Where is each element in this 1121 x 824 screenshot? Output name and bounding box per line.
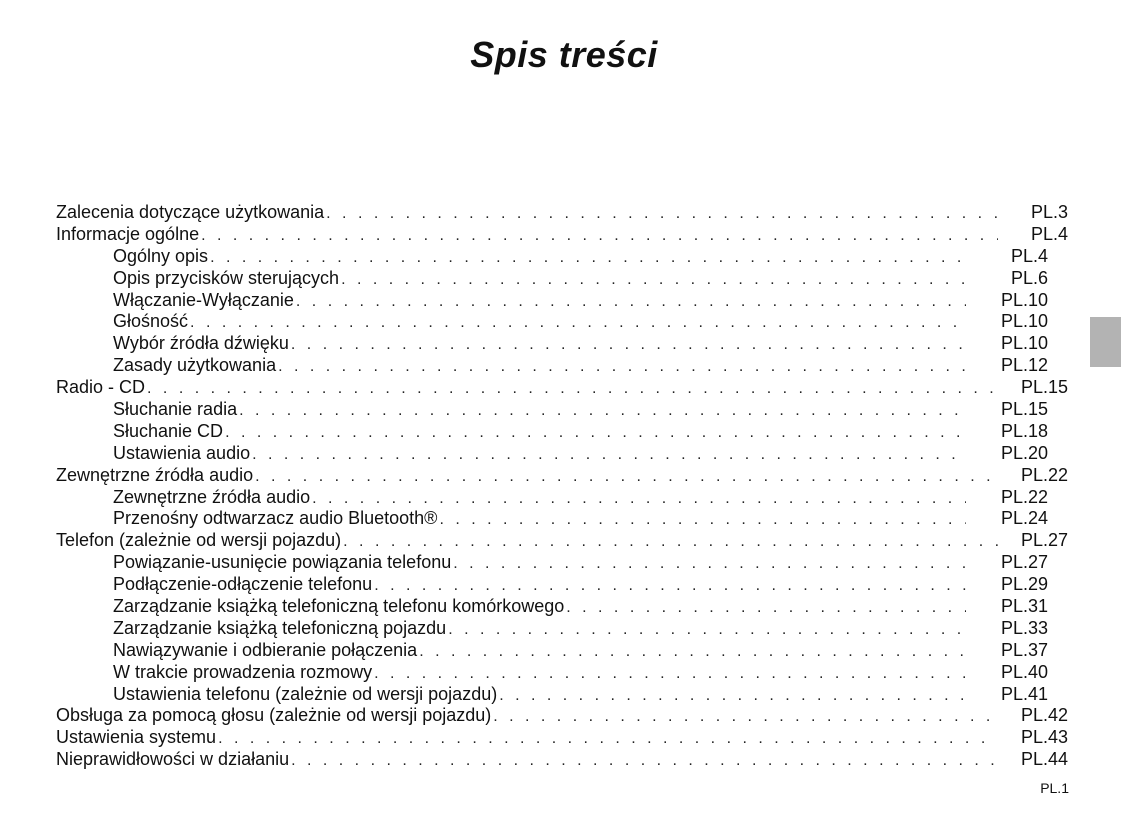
side-tab-marker [1090, 317, 1121, 367]
page-title: Spis treści [470, 34, 658, 76]
toc-dot-leader [255, 466, 998, 488]
toc-entry-page: PL.40 [1000, 661, 1048, 682]
toc-entry-page: PL.31 [1000, 596, 1048, 617]
toc-entry[interactable] [56, 268, 1068, 290]
toc-entry-page: PL.44 [1020, 749, 1068, 770]
toc-dot-leader [201, 225, 998, 247]
toc-dot-leader [190, 312, 966, 334]
toc-entry[interactable] [56, 640, 1068, 662]
toc-entry-label: Zewnętrzne źródła audio [56, 464, 254, 485]
toc-entry[interactable] [56, 399, 1068, 421]
toc-entry[interactable] [56, 705, 1068, 727]
toc-entry-label: Zasady użytkowania [113, 355, 277, 376]
toc-entry-page: PL.33 [1000, 617, 1048, 638]
toc-entry[interactable] [56, 290, 1068, 312]
toc-entry-page: PL.24 [1000, 508, 1048, 529]
toc-entry-page: PL.41 [1000, 683, 1048, 704]
toc-dot-leader [448, 619, 966, 641]
toc-entry-page: PL.12 [1000, 355, 1048, 376]
toc-entry-page: PL.42 [1020, 705, 1068, 726]
toc-entry-label: Głośność [113, 311, 189, 332]
toc-entry-label: Radio - CD [56, 377, 146, 398]
toc-entry-label: Nieprawidłowości w działaniu [56, 749, 290, 770]
table-of-contents [56, 202, 1068, 771]
toc-entry[interactable] [56, 443, 1068, 465]
toc-entry[interactable] [56, 311, 1068, 333]
toc-entry[interactable] [56, 508, 1068, 530]
toc-entry-label: Zarządzanie książką telefoniczną pojazdu [113, 617, 447, 638]
toc-entry[interactable] [56, 662, 1068, 684]
toc-entry[interactable] [56, 727, 1068, 749]
toc-entry-label: Wybór źródła dźwięku [113, 333, 289, 354]
toc-entry[interactable] [56, 246, 1068, 268]
toc-entry-page: PL.37 [1000, 639, 1048, 660]
toc-entry[interactable] [56, 618, 1068, 640]
toc-entry-page: PL.18 [1000, 420, 1048, 441]
toc-entry-label: Przenośny odtwarzacz audio Bluetooth® [113, 508, 438, 529]
toc-entry[interactable] [56, 333, 1068, 355]
toc-dot-leader [374, 663, 966, 685]
toc-entry-page: PL.27 [1000, 552, 1048, 573]
toc-entry-label: Telefon (zależnie od wersji pojazdu) [56, 530, 342, 551]
toc-dot-leader [453, 553, 966, 575]
toc-dot-leader [252, 444, 966, 466]
toc-dot-leader [499, 685, 966, 707]
toc-entry-page: PL.6 [1010, 267, 1048, 288]
toc-dot-leader [291, 334, 966, 356]
toc-entry-label: Zewnętrzne źródła audio [113, 486, 311, 507]
toc-entry-page: PL.22 [1020, 464, 1068, 485]
toc-entry-label: Ogólny opis [113, 245, 209, 266]
toc-entry-label: Ustawienia systemu [56, 727, 217, 748]
toc-entry-page: PL.20 [1000, 442, 1048, 463]
toc-entry[interactable] [56, 421, 1068, 443]
toc-entry-label: Obsługa za pomocą głosu (zależnie od wersji pojazdu) [56, 705, 492, 726]
toc-dot-leader [210, 247, 966, 269]
toc-dot-leader [326, 203, 998, 225]
toc-entry-page: PL.4 [1010, 245, 1048, 266]
toc-dot-leader [374, 575, 966, 597]
toc-entry[interactable] [56, 530, 1068, 552]
toc-dot-leader [291, 750, 998, 772]
toc-dot-leader [312, 488, 966, 510]
toc-dot-leader [419, 641, 966, 663]
toc-entry[interactable] [56, 574, 1068, 596]
toc-entry-page: PL.10 [1000, 289, 1048, 310]
toc-entry-page: PL.27 [1020, 530, 1068, 551]
toc-entry[interactable] [56, 749, 1068, 771]
toc-dot-leader [343, 531, 998, 553]
toc-entry-label: Nawiązywanie i odbieranie połączenia [113, 639, 418, 660]
toc-dot-leader [439, 509, 966, 531]
toc-dot-leader [341, 269, 966, 291]
toc-entry-label: Słuchanie radia [113, 399, 238, 420]
toc-entry-page: PL.43 [1020, 727, 1068, 748]
toc-entry-label: Zarządzanie książką telefoniczną telefonu komórkowego [113, 596, 565, 617]
toc-dot-leader [296, 291, 966, 313]
toc-dot-leader [225, 422, 966, 444]
page-number: PL.1 [1040, 780, 1069, 796]
toc-entry-page: PL.22 [1000, 486, 1048, 507]
toc-entry-page: PL.15 [1000, 399, 1048, 420]
toc-entry[interactable] [56, 552, 1068, 574]
toc-entry[interactable] [56, 202, 1068, 224]
toc-entry-page: PL.10 [1000, 333, 1048, 354]
toc-entry-label: Zalecenia dotyczące użytkowania [56, 202, 325, 222]
toc-entry-label: Informacje ogólne [56, 223, 200, 244]
toc-entry-label: Słuchanie CD [113, 420, 224, 441]
toc-entry-label: Opis przycisków sterujących [113, 267, 340, 288]
toc-dot-leader [493, 706, 998, 728]
toc-entry[interactable] [56, 465, 1068, 487]
toc-dot-leader [147, 378, 998, 400]
toc-entry[interactable] [56, 596, 1068, 618]
toc-entry-label: Podłączenie-odłączenie telefonu [113, 574, 373, 595]
toc-entry-label: W trakcie prowadzenia rozmowy [113, 661, 373, 682]
toc-entry[interactable] [56, 684, 1068, 706]
toc-dot-leader [218, 728, 998, 750]
toc-entry[interactable] [56, 224, 1068, 246]
toc-dot-leader [239, 400, 966, 422]
toc-entry-page: PL.29 [1000, 574, 1048, 595]
toc-dot-leader [278, 356, 966, 378]
toc-entry-page: PL.4 [1030, 223, 1068, 244]
toc-entry-label: Ustawienia telefonu (zależnie od wersji pojazdu) [113, 683, 498, 704]
toc-entry-label: Włączanie-Wyłączanie [113, 289, 294, 310]
toc-entry-page: PL.15 [1020, 377, 1068, 398]
toc-entry[interactable] [56, 377, 1068, 399]
toc-entry-page: PL.3 [1030, 202, 1068, 222]
toc-entry-page: PL.10 [1000, 311, 1048, 332]
toc-entry-label: Ustawienia audio [113, 442, 251, 463]
toc-dot-leader [566, 597, 966, 619]
toc-entry[interactable] [56, 355, 1068, 377]
toc-entry[interactable] [56, 487, 1068, 509]
toc-entry-label: Powiązanie-usunięcie powiązania telefonu [113, 552, 452, 573]
